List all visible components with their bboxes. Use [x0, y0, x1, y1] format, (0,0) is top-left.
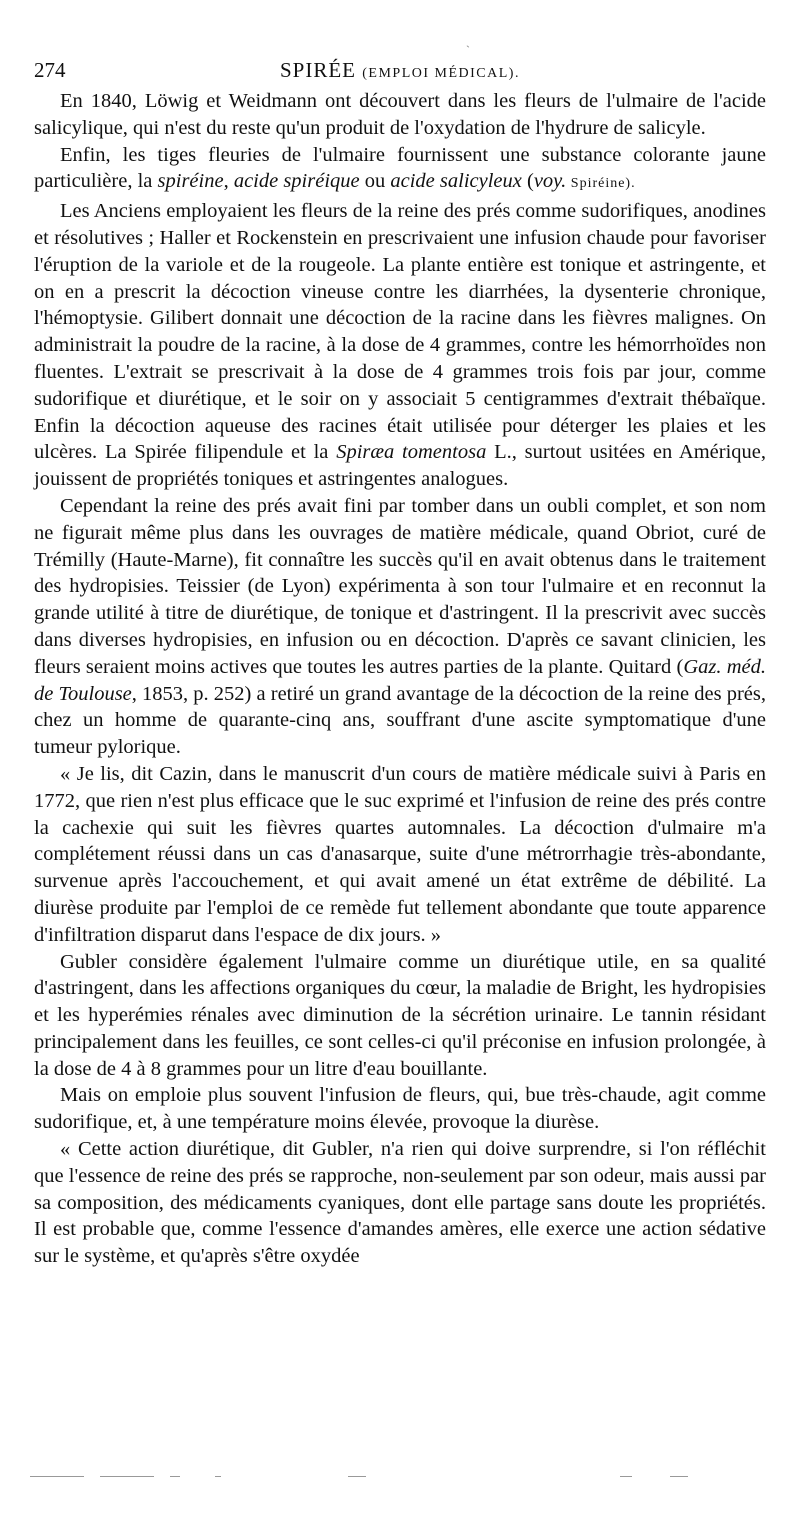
text-run: ou	[359, 170, 391, 193]
paragraph	[34, 1082, 766, 1136]
running-header	[34, 58, 766, 88]
paragraph	[34, 198, 766, 493]
page-number: 274	[34, 58, 66, 82]
paragraph	[34, 949, 766, 1083]
paragraph	[34, 1136, 766, 1270]
text-run: , 1853, p. 252) a retiré un grand avantage de la décoction de la reine des prés, chez un homme de quarante-cinq ans, souffrant d'une ascite symptomatique d'une tumeur pylorique.	[34, 682, 767, 759]
text-run: Cependant la reine des prés avait fini par tomber dans un oubli complet, et son nom ne figurait même plus dans les ouvrages de matière médicale, quand Obriot, curé de Trémilly (Haute-Marne), fit connaître les succès qu'il en avait obtenus dans le traitement des hydropisies. Teissier (de Lyon) expérimenta à son tour l'ulmaire et en reconnut la grande utilité à titre de diurétique, de tonique et d'astringent. Il la prescrivit avec succès dans diverses hydropisies, en infusion ou en décoction. D'après ce savant clinicien, les fleurs seraient moins actives que toutes les autres parties de la plante. Quitard (	[34, 494, 766, 678]
text-run: Enfin, les tiges fleuries de l'ulmaire fournissent une substance colorante jaune particulière, la	[34, 143, 766, 193]
italic-text: acide spiréique	[233, 170, 360, 193]
text-run: (	[521, 170, 534, 193]
text-run: « Je lis, dit Cazin, dans le manuscrit d'un cours de matière médicale suivi à Paris en 1772, que rien n'est plus efficace que le suc exprimé et l'infusion de reine des prés contre la cachexie qui suit les fièvres quartes automnales. La décoction d'ulmaire m'a complétement réussi dans un cas d'anasarque, suite d'une métrorrhagie très-abondante, survenue après l'accouchement, et qui avait amené un état extrême de débilité. La diurèse produite par l'emploi de ce remède fut tellement abondante que toute apparence d'infiltration disparut dans l'espace de dix jours. »	[34, 762, 766, 946]
print-speck: ˏ	[466, 34, 470, 48]
italic-text: voy.	[533, 170, 567, 193]
footer-rule-marks	[30, 1474, 770, 1480]
italic-text: spiréine	[157, 170, 224, 193]
running-title-main: SPIRÉE	[280, 58, 357, 82]
paragraph	[34, 142, 766, 199]
text-run: Mais on emploie plus souvent l'infusion de fleurs, qui, bue très-chaude, agit comme sudorifique, et, à une température moins élevée, provoque la diurèse.	[34, 1084, 766, 1134]
text-run: « Cette action diurétique, dit Gubler, n'a rien qui doive surprendre, si l'on réfléchit que l'essence de reine des prés se rapproche, non-seulement par son odeur, mais aussi par sa composition, des médicaments cyaniques, dont elle partage sans doute les propriétés. Il est probable que, comme l'essence d'amandes amères, elle exerce une action sédative sur le système, et qu'après s'être oxydée	[34, 1138, 766, 1268]
italic-text: acide salicyleux	[390, 170, 522, 193]
italic-text: Spiræa tomentosa	[336, 441, 487, 464]
text-run: L., surtout usitées en Amérique, jouissent de propriétés toniques et astringentes analogues.	[34, 441, 767, 491]
running-title-subtitle: (EMPLOI MÉDICAL).	[362, 66, 520, 81]
paragraph	[34, 88, 766, 142]
text-run: Gubler considère également l'ulmaire comme un diurétique utile, en sa qualité d'astringent, dans les affections organiques du cœur, la maladie de Bright, les hydropisies et les hyperémies rénales avec diminution de la sécrétion urinaire. Le tannin résidant principalement dans les feuilles, ce sont celles-ci qu'il préconise en infusion prolongée, à la dose de 4 à 8 grammes pour un litre d'eau bouillante.	[34, 950, 766, 1080]
text-run: Les Anciens employaient les fleurs de la reine des prés comme sudorifiques, anodines et résolutives ; Haller et Rockenstein en prescrivaient une infusion chaude pour favoriser l'éruption de la variole et de la rougeole. La plante entière est tonique et astringente, et on en a prescrit la décoction vineuse contre les diarrhées, la dysenterie chronique, l'hémoptysie. Gilibert donnait une décoction de la racine dans les fièvres malignes. On administrait la poudre de la racine, à la dose de 4 grammes, contre les hémorrhoïdes non fluentes. L'extrait se prescrivait à la dose de 4 grammes trois fois par jour, comme sudorifique et diurétique, et le soir on y associait 5 centigrammes d'extrait thébaïque. Enfin la décoction aqueuse des racines était utilisée pour déterger les plaies et les ulcères. La Spirée filipendule et la	[34, 200, 766, 464]
book-page	[34, 58, 766, 1270]
text-run: ,	[223, 170, 234, 193]
running-title	[34, 58, 766, 83]
body-text	[34, 88, 766, 1270]
paragraph	[34, 761, 766, 949]
italic-text: Gaz. méd. de Toulouse	[34, 655, 767, 705]
paragraph	[34, 493, 766, 761]
text-run: Spiréine).	[566, 176, 636, 192]
text-run: En 1840, Löwig et Weidmann ont découvert dans les fleurs de l'ulmaire de l'acide salicylique, qui n'est du reste qu'un produit de l'oxydation de l'hydrure de salicyle.	[34, 90, 766, 139]
